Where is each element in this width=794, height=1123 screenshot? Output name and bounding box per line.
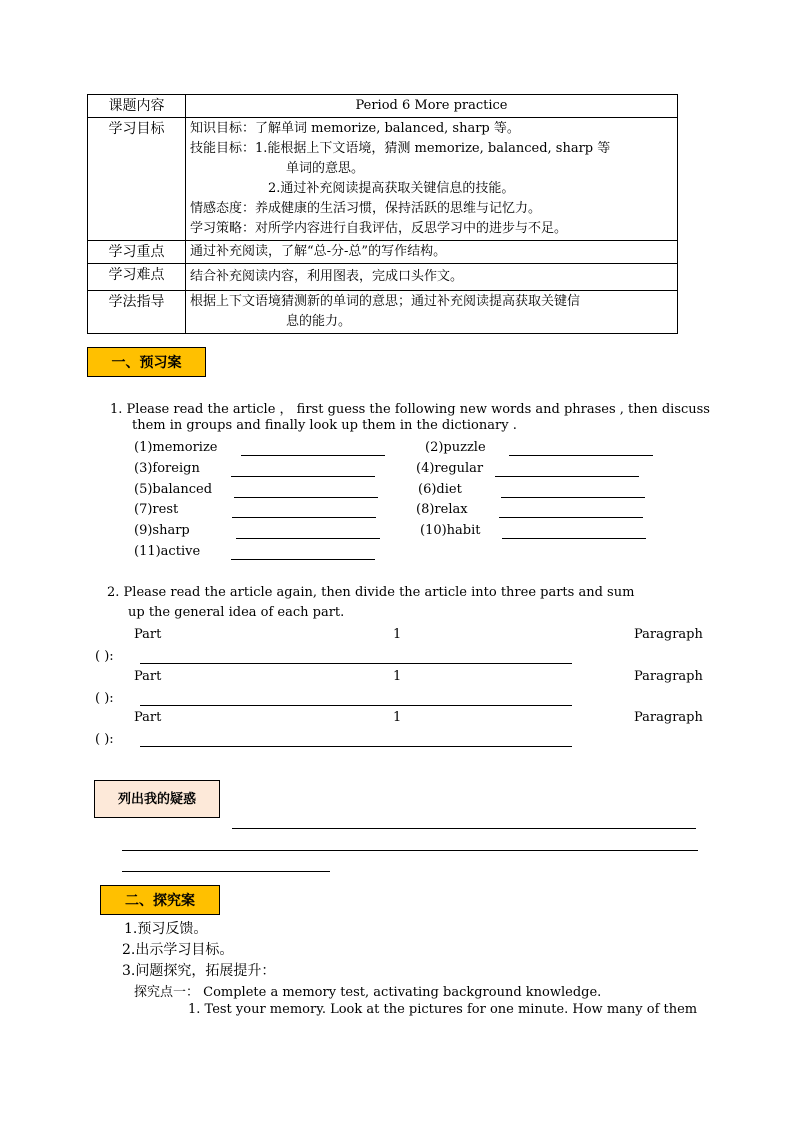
vocab-item: (4)regular	[416, 461, 484, 476]
paragraph-label: Paragraph	[634, 710, 703, 725]
section-preview-header: 一、预习案	[87, 347, 206, 377]
vocab-blank[interactable]	[241, 455, 385, 456]
doubts-line[interactable]	[122, 850, 698, 851]
vocab-item: (11)active	[134, 544, 201, 559]
table-row	[88, 264, 678, 291]
explore-point: 探究点一： Complete a memory test, activating background knowledge.	[134, 985, 602, 1000]
section-explore-header: 二、探究案	[100, 885, 220, 915]
row-content: 结合补充阅读内容，利用图表，完成口头作文。	[186, 264, 678, 291]
table-row	[88, 118, 678, 241]
vocab-blank[interactable]	[232, 517, 376, 518]
memory-test-instruction: 1. Test your memory. Look at the pictures for one minute. How many of them	[188, 1002, 698, 1017]
vocab-blank[interactable]	[501, 497, 645, 498]
vocab-item: (2)puzzle	[425, 440, 486, 455]
q2-text: 2. Please read the article again, then divide the article into three parts and sum	[107, 585, 635, 600]
vocab-blank[interactable]	[495, 476, 639, 477]
row-content: 根据上下文语境猜测新的单词的意思；通过补充阅读提高获取关键信 息的能力。	[186, 291, 678, 334]
vocab-item: (5)balanced	[134, 482, 213, 497]
q1-text-cont: them in groups and finally look up them in the dictionary .	[132, 418, 517, 433]
vocab-item: (1)memorize	[134, 440, 218, 455]
part-label: Part	[134, 627, 162, 642]
vocab-item: (7)rest	[134, 502, 179, 517]
vocab-blank[interactable]	[231, 476, 375, 477]
part-label: Part	[134, 710, 162, 725]
doubts-line[interactable]	[232, 828, 696, 829]
table-row	[88, 95, 678, 118]
paragraph-range: ( ):	[95, 649, 114, 664]
row-label: 课题内容	[88, 95, 186, 118]
q1-text: 1. Please read the article ， first guess the following new words and phrases , then discuss	[110, 402, 710, 417]
part-number: 1	[393, 627, 402, 642]
vocab-item: (9)sharp	[134, 523, 190, 538]
vocab-blank[interactable]	[231, 559, 375, 560]
summary-blank[interactable]	[140, 663, 572, 664]
vocab-blank[interactable]	[502, 538, 646, 539]
q2-text-cont: up the general idea of each part.	[128, 605, 345, 620]
row-label: 学习目标	[88, 118, 186, 241]
row-label: 学习重点	[88, 241, 186, 264]
summary-blank[interactable]	[140, 746, 572, 747]
table-row	[88, 241, 678, 264]
row-label: 学习难点	[88, 264, 186, 291]
part-label: Part	[134, 669, 162, 684]
vocab-blank[interactable]	[499, 517, 643, 518]
paragraph-label: Paragraph	[634, 669, 703, 684]
explore-item: 1.预习反馈。	[124, 921, 208, 937]
row-content: 通过补充阅读，了解“总-分-总”的写作结构。	[186, 241, 678, 264]
paragraph-label: Paragraph	[634, 627, 703, 642]
summary-blank[interactable]	[140, 705, 572, 706]
vocab-blank[interactable]	[509, 455, 653, 456]
vocab-item: (8)relax	[416, 502, 468, 517]
doubts-header: 列出我的疑惑	[94, 780, 220, 818]
paragraph-range: ( ):	[95, 732, 114, 747]
explore-item: 3.问题探究，拓展提升：	[122, 963, 276, 979]
part-number: 1	[393, 710, 402, 725]
row-content: 知识目标：了解单词 memorize, balanced, sharp 等。 技能目标：1.能根据上下文语境，猜测 memorize, balanced, sharp 等 单词的意思。 2.通过补充阅读提高获取关键信息的技能。 情感态度：养成健康的生活习惯，保持活跃的思维与记忆力。 学习策略：对所学内容进行自我评估，反思学习中的进步与不足。	[186, 118, 678, 241]
vocab-blank[interactable]	[234, 497, 378, 498]
lesson-info-table	[87, 94, 678, 334]
part-number: 1	[393, 669, 402, 684]
row-label: 学法指导	[88, 291, 186, 334]
table-row	[88, 291, 678, 334]
explore-item: 2.出示学习目标。	[122, 942, 234, 958]
vocab-item: (10)habit	[420, 523, 481, 538]
doubts-line[interactable]	[122, 871, 330, 872]
vocab-item: (3)foreign	[134, 461, 200, 476]
vocab-item: (6)diet	[418, 482, 462, 497]
vocab-blank[interactable]	[236, 538, 380, 539]
paragraph-range: ( ):	[95, 691, 114, 706]
row-content: Period 6 More practice	[186, 95, 678, 118]
